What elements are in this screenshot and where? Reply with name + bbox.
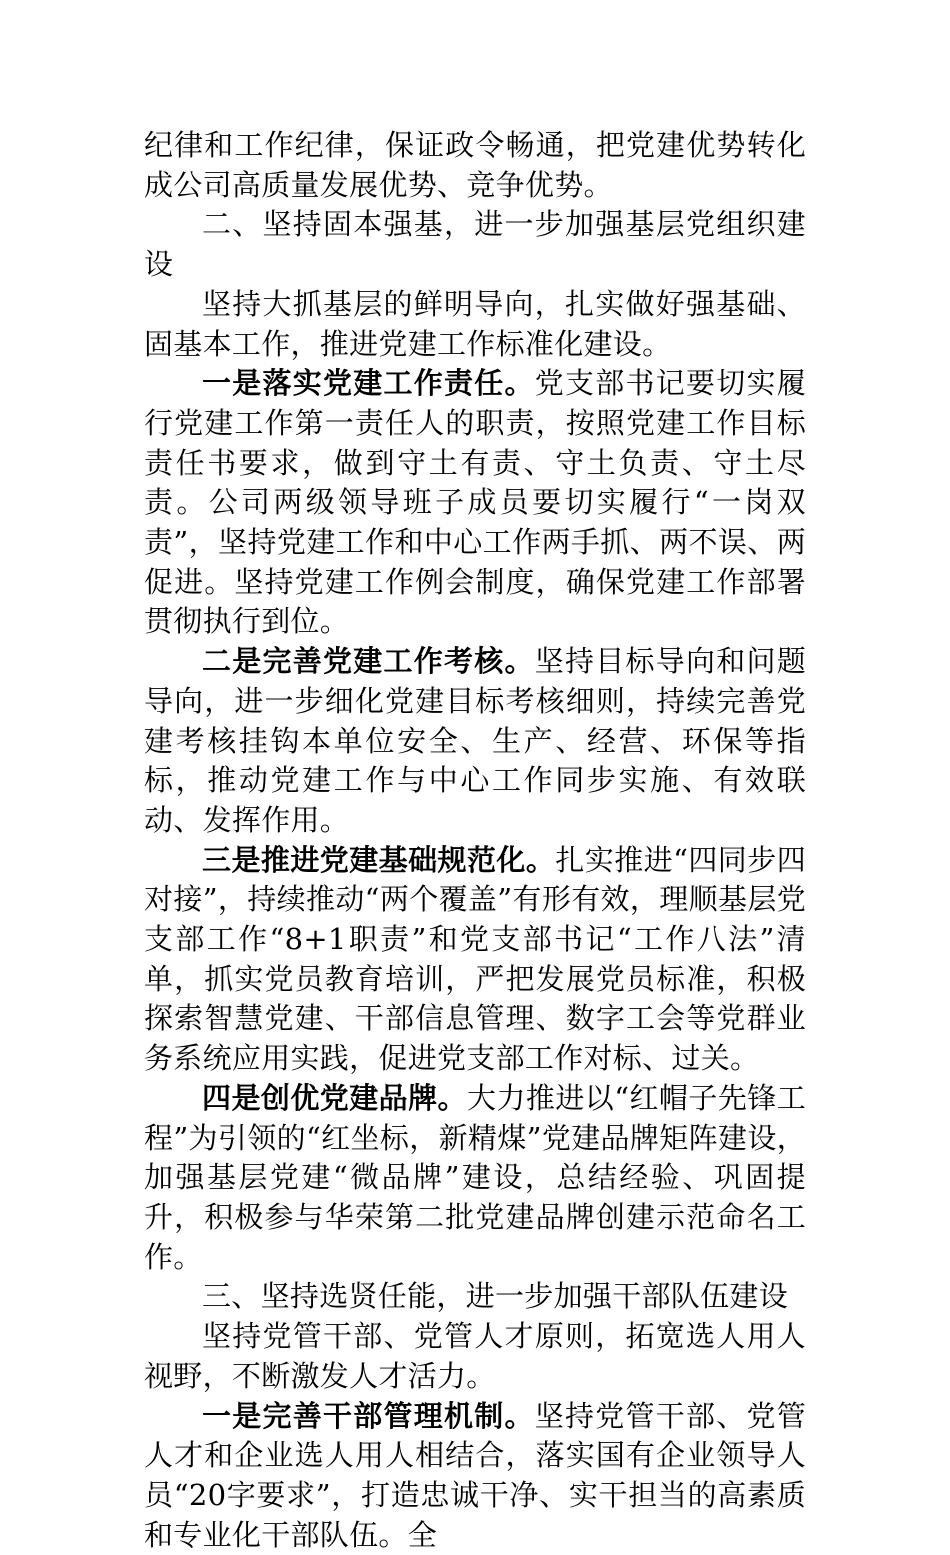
paragraph-item-1 [144, 364, 806, 642]
paragraph-item-5 [144, 1397, 806, 1555]
paragraph-intro-2 [144, 285, 806, 364]
paragraph-text: 扎实推进“四同步四对接”，持续推动“两个覆盖”有形有效，理顺基层党支部工作“8+1职责”和党支部书记“工作八法”清单，抓实党员教育培训，严把发展党员标准，积极探索智慧党建、干部信息管理、数字工会等党群业务系统应用实践，促进党支部工作对标、过关。 [144, 843, 806, 1076]
paragraph-lead: 一是落实党建工作责任。 [202, 366, 535, 400]
paragraph-item-4 [144, 1079, 806, 1278]
paragraph-text: 坚持大抓基层的鲜明导向，扎实做好强基础、固基本工作，推进党建工作标准化建设。 [144, 287, 806, 361]
paragraph-intro-3 [144, 1317, 806, 1396]
paragraph-text: 坚持党管干部、党管人才原则，拓宽选人用人视野，不断激发人才活力。 [144, 1319, 806, 1393]
paragraph-item-3 [144, 841, 806, 1079]
paragraph-lead: 一是完善干部管理机制。 [202, 1399, 535, 1433]
heading-text: 二、坚持固本强基，进一步加强基层党组织建设 [144, 207, 806, 281]
paragraph-text: 纪律和工作纪律，保证政令畅通，把党建优势转化成公司高质量发展优势、竞争优势。 [144, 128, 806, 202]
heading-text: 三、坚持选贤任能，进一步加强干部队伍建设 [202, 1279, 788, 1313]
paragraph-lead: 二是完善党建工作考核。 [202, 644, 535, 678]
paragraph-text: 坚持党管干部、党管人才和企业选人用人相结合，落实国有企业领导人员“20字要求”，打造忠诚干净、实干担当的高素质和专业化干部队伍。全 [144, 1399, 806, 1552]
paragraph-lead: 四是创优党建品牌。 [202, 1081, 467, 1115]
paragraph-item-2 [144, 642, 806, 841]
paragraph-text: 党支部书记要切实履行党建工作第一责任人的职责，按照党建工作目标责任书要求，做到守土有责、守土负责、守土尽责。公司两级领导班子成员要切实履行“一岗双责”，坚持党建工作和中心工作两手抓、两不误、两促进。坚持党建工作例会制度，确保党建工作部署贯彻执行到位。 [144, 366, 806, 638]
section-heading-2 [144, 205, 806, 284]
paragraph-text: 坚持目标导向和问题导向，进一步细化党建目标考核细则，持续完善党建考核挂钩本单位安全、生产、经营、环保等指标，推动党建工作与中心工作同步实施、有效联动、发挥作用。 [144, 644, 806, 837]
paragraph-text: 大力推进以“红帽子先锋工程”为引领的“红坐标，新精煤”党建品牌矩阵建设，加强基层党建“微品牌”建设，总结经验、巩固提升，积极参与华荣第二批党建品牌创建示范命名工作。 [144, 1081, 806, 1274]
paragraph-continuation [144, 126, 806, 205]
paragraph-lead: 三是推进党建基础规范化。 [202, 843, 555, 877]
document-page [144, 126, 806, 1555]
section-heading-3 [144, 1277, 806, 1317]
